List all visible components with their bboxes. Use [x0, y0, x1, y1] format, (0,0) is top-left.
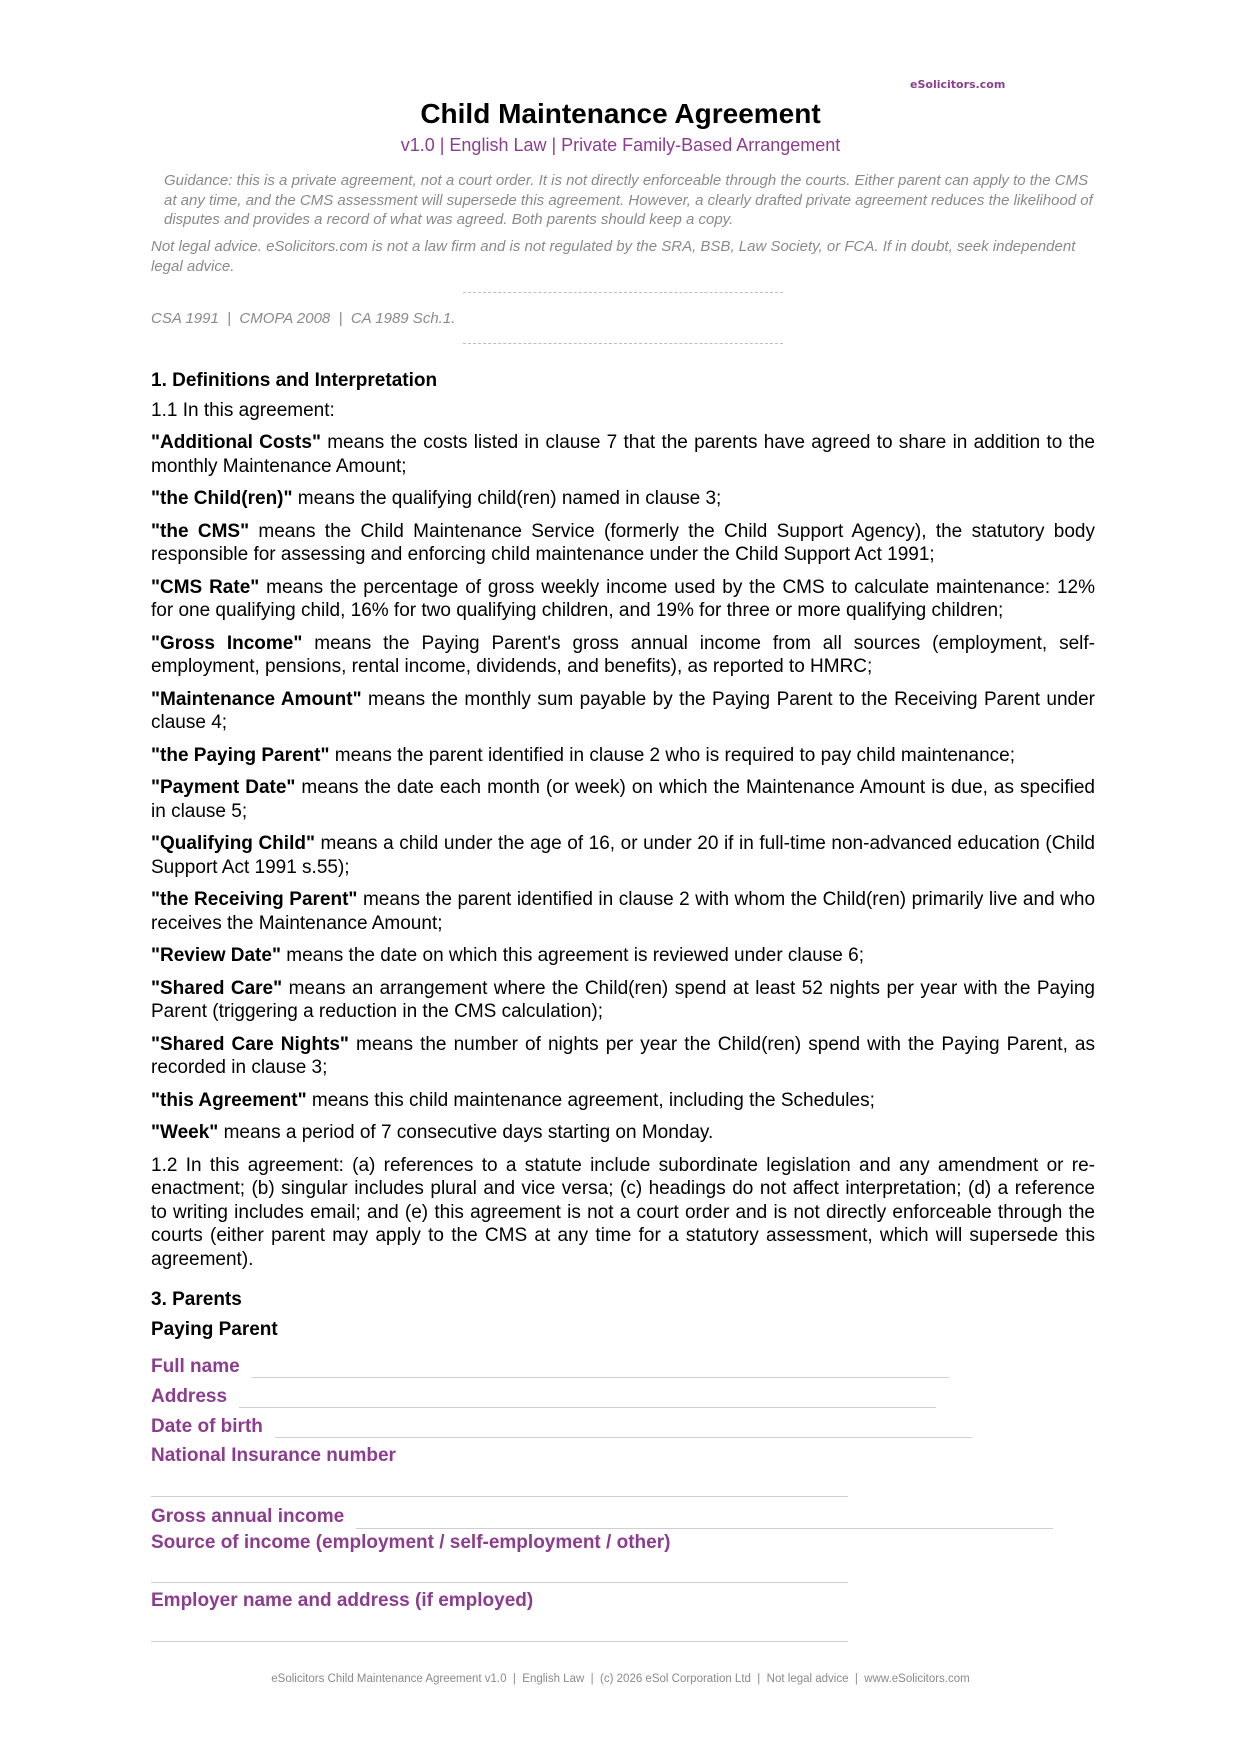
definition-text: means the parent identified in clause 2 with whom the Child(ren) primarily live and who receives the Maintenance Amount;: [151, 889, 1096, 934]
definition-item: [151, 832, 1095, 879]
definition-term: "Shared Care Nights": [151, 1033, 349, 1055]
definition-item: [151, 632, 1095, 679]
dob-row: [151, 1408, 1095, 1438]
definition-term: "the Receiving Parent": [151, 889, 358, 910]
definition-text: means the date each month (or week) on which the Maintenance Amount is due, as specified in clause 5;: [151, 777, 1095, 822]
field-label: Source of income (employment / self-employment / other): [151, 1531, 671, 1553]
definition-item: [151, 576, 1095, 623]
income-source-field[interactable]: [151, 1554, 848, 1583]
definition-text: means the percentage of gross weekly income used by the CMS to calculate maintenance: 12% for one qualifying child, 16% for two qualifying children, and 19% for three or more qualifying children;: [151, 576, 1096, 621]
page-footer: eSolicitors Child Maintenance Agreement v1.0 | English Law | (c) 2026 eSol Corporation Ltd | Not legal advice | www.eSolicitors.com: [271, 1673, 970, 1685]
definition-text: means the Paying Parent's gross annual income from all sources (employment, self-employment, pensions, rental income, dividends, and benefits), as reported to HMRC;: [151, 632, 1095, 677]
definition-item: [151, 977, 1095, 1024]
definition-text: means the date on which this agreement is reviewed under clause 6;: [280, 945, 864, 966]
definition-item: [151, 520, 1095, 567]
document-subtitle: v1.0 | English Law | Private Family-Based Arrangement: [400, 135, 841, 155]
definition-term: "Gross Income": [151, 632, 303, 654]
definition-text: means a period of 7 consecutive days starting on Monday.: [218, 1122, 714, 1143]
definition-item: [151, 688, 1095, 735]
definition-term: "the CMS": [151, 520, 250, 542]
section-heading: 3. Parents: [151, 1289, 242, 1310]
definition-item: [151, 888, 1095, 935]
definition-term: "Additional Costs": [151, 432, 321, 453]
definition-text: means the qualifying child(ren) named in clause 3;: [292, 488, 722, 509]
gross-income-field[interactable]: [356, 1508, 1053, 1529]
definition-item: [151, 1089, 1095, 1113]
definition-text: means the number of nights per year the Child(ren) spend with the Paying Parent, as recorded in clause 3;: [151, 1033, 1095, 1078]
definition-text: means an arrangement where the Child(ren) spend at least 52 nights per year with the Paying Parent (triggering a reduction in the CMS calculation);: [151, 977, 1095, 1022]
address-row: [151, 1378, 1095, 1408]
clause-1-2: 1.2 In this agreement: (a) references to a statute include subordinate legislation and any amendment or re-enactment; (b) singular includes plural and vice versa; (c) headings do not affect interpretation; (d) a reference to writing includes email; and (e) this agreement is not a court order and is not directly enforceable through the courts (either parent may apply to the CMS at any time for a statutory assessment, which will supersede this agreement).: [151, 1154, 1095, 1270]
clause-1-1-intro: 1.1 In this agreement:: [151, 399, 335, 421]
field-label: Gross annual income: [151, 1506, 345, 1527]
definition-term: "Review Date": [151, 945, 281, 966]
definition-text: means a child under the age of 16, or under 20 if in full-time non-advanced education (Child Support Act 1991 s.55);: [151, 833, 1095, 878]
definition-text: means this child maintenance agreement, including the Schedules;: [306, 1089, 875, 1111]
divider-dashed: [463, 292, 783, 293]
definition-text: means the monthly sum payable by the Paying Parent to the Receiving Parent under clause 4;: [151, 688, 1096, 733]
definition-item: [151, 944, 1095, 968]
definition-text: means the parent identified in clause 2 who is required to pay child maintenance;: [329, 744, 1015, 766]
document-body: [151, 369, 1095, 1648]
definition-term: "Week": [151, 1122, 219, 1143]
employer-field[interactable]: [151, 1613, 848, 1642]
section-heading: 1. Definitions and Interpretation: [151, 370, 438, 391]
definitions-list: [151, 431, 1095, 1145]
definition-term: "the Paying Parent": [151, 744, 330, 766]
definition-item: [151, 776, 1095, 823]
ni-field[interactable]: [151, 1468, 848, 1497]
guidance-note: Guidance: this is a private agreement, not a court order. It is not directly enforceable through the courts. Either parent can apply to the CMS at any time, and the CMS assessment will supersede this agreement. However, a clearly drafted private agreement reduces the likelihood of disputes and provides a record of what was agreed. Both parents should keep a copy.: [164, 172, 1093, 228]
definition-text: means the costs listed in clause 7 that the parents have agreed to share in addition to the monthly Maintenance Amount;: [151, 432, 1095, 477]
definition-item: [151, 1033, 1095, 1080]
brand-logo-text: eSolicitors.com: [910, 78, 1006, 91]
definition-term: "this Agreement": [151, 1089, 307, 1111]
statute-references: CSA 1991 | CMOPA 2008 | CA 1989 Sch.1.: [151, 310, 456, 327]
document-title: Child Maintenance Agreement: [420, 98, 821, 129]
dob-field[interactable]: [275, 1417, 972, 1438]
field-label: Date of birth: [151, 1415, 263, 1437]
definition-text: means the Child Maintenance Service (formerly the Child Support Agency), the statutory body responsible for assessing and enforcing child maintenance under the Child Support Act 1991;: [151, 520, 1095, 565]
field-label: National Insurance number: [151, 1445, 396, 1466]
address-field[interactable]: [239, 1387, 936, 1408]
ni-block: [151, 1444, 1095, 1497]
definition-term: "CMS Rate": [151, 576, 260, 598]
definition-item: [151, 431, 1095, 478]
gross-income-row: [151, 1499, 1095, 1529]
definition-item: [151, 1121, 1095, 1145]
field-label: Full name: [151, 1355, 240, 1377]
full-name-field[interactable]: [252, 1357, 949, 1378]
divider-dashed: [463, 343, 783, 344]
field-label: Address: [151, 1385, 228, 1407]
definition-term: "Qualifying Child": [151, 833, 315, 854]
employer-block: [151, 1589, 1095, 1642]
subsection-heading: Paying Parent: [151, 1318, 278, 1340]
full-name-row: [151, 1348, 1095, 1378]
definition-term: "Payment Date": [151, 777, 296, 798]
definition-item: [151, 487, 1095, 511]
income-source-block: [151, 1531, 1095, 1584]
definition-item: [151, 744, 1095, 768]
field-label: Employer name and address (if employed): [151, 1590, 534, 1611]
definition-term: "Shared Care": [151, 977, 283, 999]
definition-term: "the Child(ren)": [151, 488, 293, 509]
definition-term: "Maintenance Amount": [151, 688, 362, 710]
not-legal-advice-disclaimer: Not legal advice. eSolicitors.com is not a law firm and is not regulated by the SRA, BSB, Law Society, or FCA. If in doubt, seek independent legal advice.: [151, 238, 1076, 275]
